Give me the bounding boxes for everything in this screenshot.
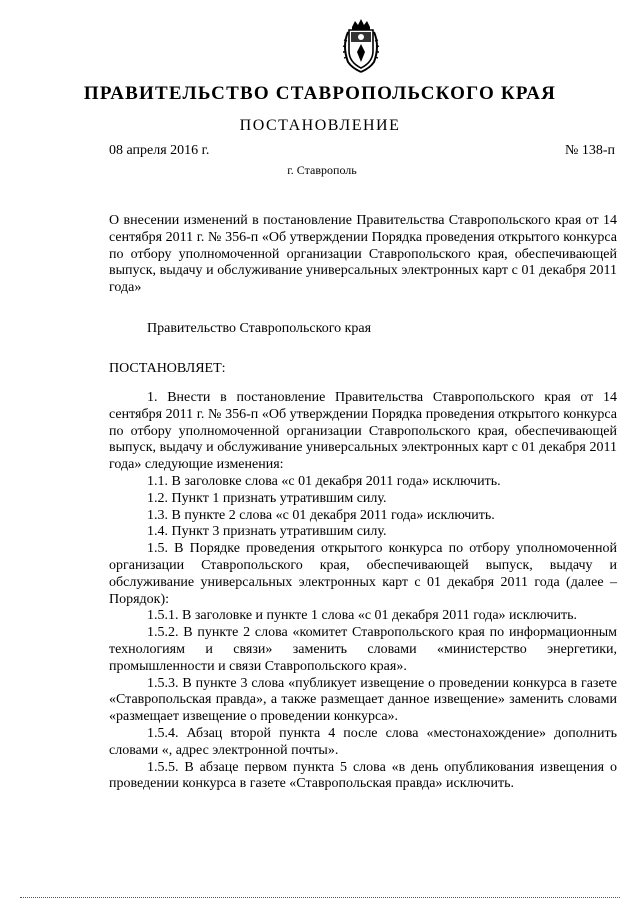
document-body (109, 390, 617, 793)
coat-of-arms-icon (340, 18, 382, 74)
paragraph-1-5-5: 1.5.5. В абзаце первом пункта 5 слова «в день опубликования извещения о проведении конкурса в газете «Ставропольская правда» исключить. (109, 759, 617, 792)
paragraph-1-5-1: 1.5.1. В заголовке и пункте 1 слова «с 01 декабря 2011 года» исключить. (147, 608, 578, 624)
paragraph-1-5-4: 1.5.4. Абзац второй пункта 4 после слова «местонахождение» дополнить словами «, адрес электронной почты». (109, 725, 617, 758)
paragraph-1-4: 1.4. Пункт 3 признать утратившим силу. (147, 524, 387, 540)
document-type: ПОСТАНОВЛЕНИЕ (239, 117, 401, 134)
document-city: г. Ставрополь (287, 163, 357, 177)
document-subject: О внесении изменений в постановление Правительства Ставропольского края от 14 сентября 2011 г. № 356-п «Об утверждении Порядка проведения открытого конкурса по отбору уполномоченной организации Ставропольского края, обеспечивающей выпуск, выдачу и обслуживание универсальных электронных карт с 01 декабря 2011 года» (109, 213, 617, 296)
paragraph-1-5: 1.5. В Порядке проведения открытого конкурса по отбору уполномоченной организации Ставропольского края, обеспечивающей выпуск, выдачу и обслуживание универсальных электронных карт с 01 декабря 2011 года (далее – Порядок): (109, 541, 617, 607)
paragraph-1-5-2: 1.5.2. В пункте 2 слова «комитет Ставропольского края по информационным технологиям и связи» заменить словами «министерство энергетики, промышленности и связи Ставропольского края». (109, 625, 617, 674)
footer-divider (20, 897, 620, 898)
document-date: 08 апреля 2016 г. (109, 143, 210, 158)
government-title: ПРАВИТЕЛЬСТВО СТАВРОПОЛЬСКОГО КРАЯ (83, 83, 557, 104)
paragraph-1-5-3: 1.5.3. В пункте 3 слова «публикует извещение о проведении конкурса в газете «Ставропольская правда», а также размещает данное извещение» заменить словами «размещает извещение о проведении конкурса». (109, 675, 617, 725)
paragraph-1-2: 1.2. Пункт 1 признать утратившим силу. (147, 490, 387, 506)
preamble: Правительство Ставропольского края (147, 321, 372, 336)
document-number: № 138-п (564, 143, 615, 158)
decree-word: ПОСТАНОВЛЯЕТ: (109, 361, 226, 376)
paragraph-1: 1. Внести в постановление Правительства Ставропольского края от 14 сентября 2011 г. № 356-п «Об утверждении Порядка проведения открытого конкурса по отбору уполномоченной организации Ставропольского края, обеспечивающей выпуск, выдачу и обслуживание универсальных электронных карт с 01 декабря 2011 года» следующие изменения: (109, 390, 617, 473)
paragraph-1-3: 1.3. В пункте 2 слова «с 01 декабря 2011 года» исключить. (147, 507, 495, 523)
paragraph-1-1: 1.1. В заголовке слова «с 01 декабря 2011 года» исключить. (147, 473, 501, 489)
